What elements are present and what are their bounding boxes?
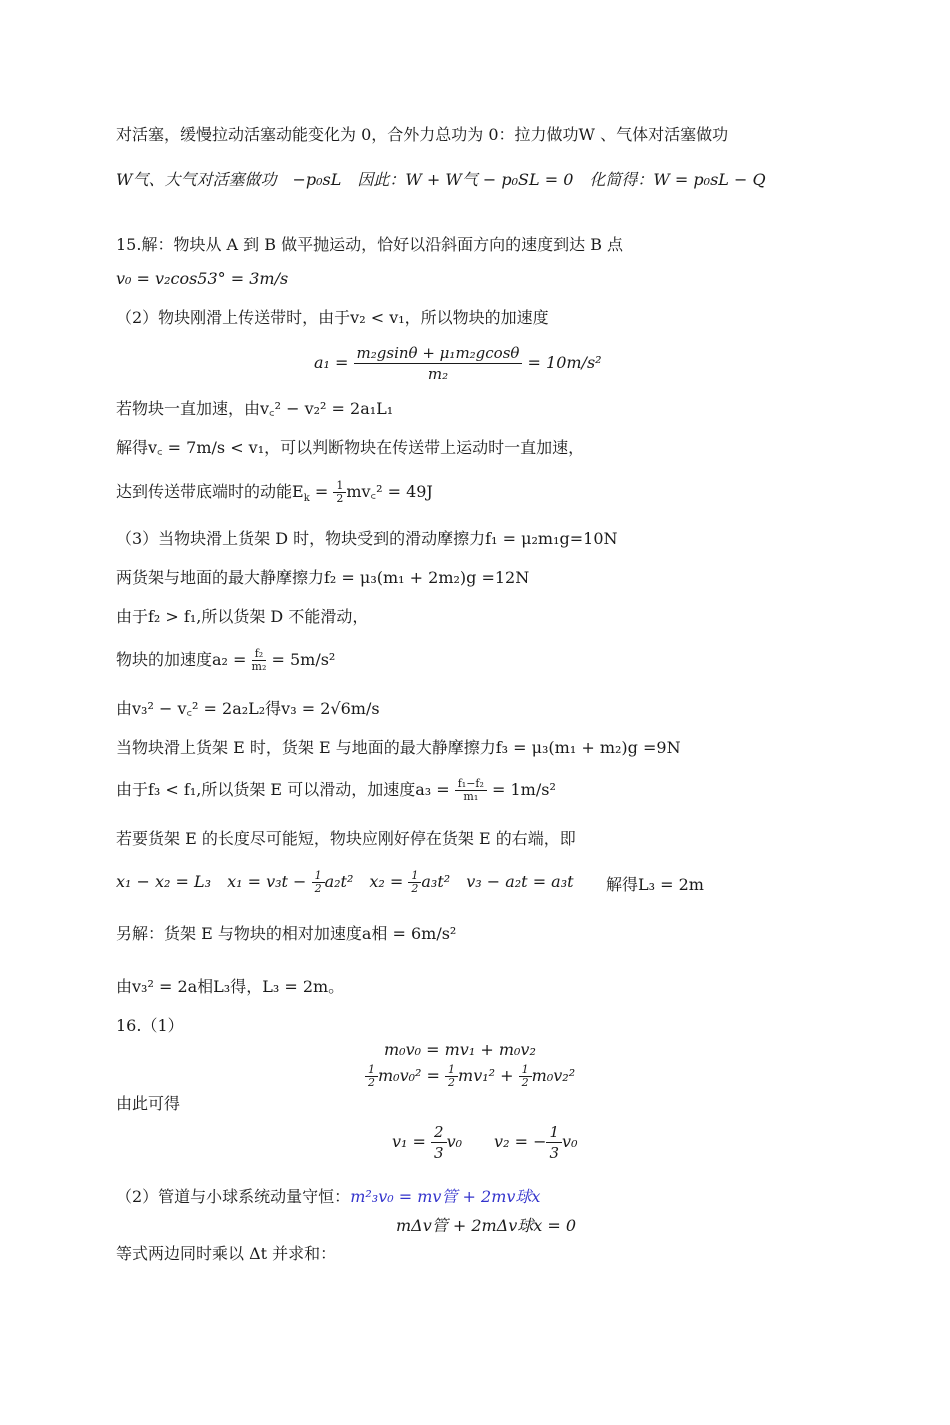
text-segment: （2）管道与小球系统动量守恒： xyxy=(116,1187,351,1206)
equation-lhs: a₁ = xyxy=(314,353,349,372)
fraction xyxy=(252,648,267,673)
fraction-numerator: 2 xyxy=(431,1122,447,1143)
display-equation xyxy=(365,1064,575,1089)
text-segment: mv꜀² = 49J xyxy=(346,482,433,501)
text-line: 两货架与地面的最大静摩擦力f₂ = μ₃(m₁ + 2m₂)g =12N xyxy=(116,568,530,587)
fraction-denominator: 3 xyxy=(434,1144,444,1162)
fraction-numerator: 1 xyxy=(445,1064,458,1077)
text-line: 由v₃² = 2a相L₃得，L₃ = 2m。 xyxy=(116,977,345,996)
text-segment: 达到传送带底端时的动能E xyxy=(116,482,304,501)
text-line: 当物块滑上货架 E 时，货架 E 与地面的最大静摩擦力f₃ = μ₃(m₁ + m₂)g =9N xyxy=(116,738,681,757)
text-line: 解得v꜀ = 7m/s < v₁，可以判断物块在传送带上运动时一直加速， xyxy=(116,438,585,457)
text-line: 等式两边同时乘以 Δt 并求和： xyxy=(116,1244,337,1263)
fraction xyxy=(445,1064,458,1089)
fraction-numerator: 1 xyxy=(365,1064,378,1077)
text-line: 对活塞，缓慢拉动活塞动能变化为 0，合外力总功为 0：拉力做功W 、气体对活塞做功 xyxy=(116,125,729,144)
equation-rhs: = 10m/s² xyxy=(527,353,602,372)
text-segment: 由于f₃ < f₁,所以货架 E 可以滑动，加速度a₃ = xyxy=(116,780,455,799)
text-segment: mv₁² + xyxy=(458,1066,519,1085)
problem-15-heading: 15.解：物块从 A 到 B 做平抛运动，恰好以沿斜面方向的速度到达 B 点 xyxy=(116,235,624,254)
text-line: （3）当物块滑上货架 D 时，物块受到的滑动摩擦力f₁ = μ₂m₁g=10N xyxy=(116,529,618,548)
fraction-denominator: 2 xyxy=(368,1076,375,1089)
text-segment: x₁ − x₂ = L₃ x₁ = v₃t − xyxy=(116,872,312,891)
fraction-numerator: 1 xyxy=(333,480,346,493)
fraction xyxy=(365,1064,378,1089)
formula-line: W气、大气对活塞做功 −p₀sL 因此：W + W气 − p₀SL = 0 化简得：W = p₀sL − Q xyxy=(116,170,766,189)
text-line: 另解：货架 E 与物块的相对加速度a相 = 6m/s² xyxy=(116,924,457,943)
fraction-denominator: m₂ xyxy=(427,365,449,383)
fraction-denominator: 2 xyxy=(411,882,419,895)
fraction-denominator: 2 xyxy=(521,1076,529,1089)
fraction xyxy=(312,870,325,895)
result-text: 解得L₃ = 2m xyxy=(606,875,704,894)
formula-line xyxy=(116,870,574,895)
text-line: 若要货架 E 的长度尽可能短，物块应刚好停在货架 E 的右端，即 xyxy=(116,829,576,848)
text-line: 若物块一直加速，由v꜀² − v₂² = 2a₁L₁ xyxy=(116,399,394,418)
fraction xyxy=(455,778,487,803)
text-line: 由此可得 xyxy=(116,1094,181,1113)
fraction-numerator: f₁−f₂ xyxy=(455,778,487,791)
fraction xyxy=(408,870,421,895)
highlighted-equation: m²₃v₀ = mv管 + 2mv球x xyxy=(350,1187,541,1206)
display-equation: mΔv管 + 2mΔv球x = 0 xyxy=(396,1216,577,1235)
text-segment: a₃t² v₃ − a₂t = a₃t xyxy=(421,872,574,891)
text-segment: m₀v₀² = xyxy=(378,1066,446,1085)
text-line: 由v₃² − v꜀² = 2a₂L₂得v₃ = 2√6m/s xyxy=(116,699,380,718)
text-line: 由于f₂ > f₁,所以货架 D 不能滑动， xyxy=(116,607,369,626)
text-segment: = xyxy=(309,482,334,501)
text-segment: m₀v₂² xyxy=(531,1066,576,1085)
fraction-denominator: 2 xyxy=(336,492,344,505)
problem-16-heading: 16.（1） xyxy=(116,1016,184,1035)
fraction-numerator: m₂gsinθ + μ₁m₂gcosθ xyxy=(354,343,523,364)
fraction xyxy=(354,343,523,384)
fraction-numerator: 1 xyxy=(312,870,325,883)
fraction-denominator: 2 xyxy=(448,1076,456,1089)
fraction xyxy=(546,1122,562,1163)
text-segment: = 5m/s² xyxy=(266,650,336,669)
subscript: k xyxy=(303,493,310,505)
text-line: （2）物块刚滑上传送带时，由于v₂ < v₁，所以物块的加速度 xyxy=(116,308,549,327)
text-line xyxy=(116,480,433,510)
fraction xyxy=(333,480,346,505)
display-equation xyxy=(314,343,602,384)
fraction-numerator: 1 xyxy=(519,1064,532,1077)
text-line xyxy=(116,648,335,673)
text-segment: v₀ v₂ = − xyxy=(446,1132,547,1151)
display-equation: m₀v₀ = mv₁ + m₀v₂ xyxy=(384,1040,536,1059)
fraction-denominator: 2 xyxy=(314,882,322,895)
display-equation xyxy=(392,1122,577,1163)
fraction xyxy=(519,1064,532,1089)
fraction-numerator: 1 xyxy=(408,870,421,883)
text-line xyxy=(116,778,556,803)
text-segment: v₁ = xyxy=(392,1132,432,1151)
text-segment: 物块的加速度a₂ = xyxy=(116,650,252,669)
fraction-numerator: f₂ xyxy=(252,648,267,661)
fraction-denominator: m₂ xyxy=(251,660,267,673)
text-segment: v₀ xyxy=(562,1132,578,1151)
fraction-numerator: 1 xyxy=(546,1122,562,1143)
formula-line: v₀ = v₂cos53° = 3m/s xyxy=(116,269,289,288)
fraction-denominator: m₁ xyxy=(463,790,479,803)
fraction-denominator: 3 xyxy=(549,1144,560,1162)
text-segment: = 1m/s² xyxy=(486,780,556,799)
text-line xyxy=(116,1186,540,1208)
fraction xyxy=(431,1122,447,1163)
text-segment: a₂t² x₂ = xyxy=(324,872,409,891)
